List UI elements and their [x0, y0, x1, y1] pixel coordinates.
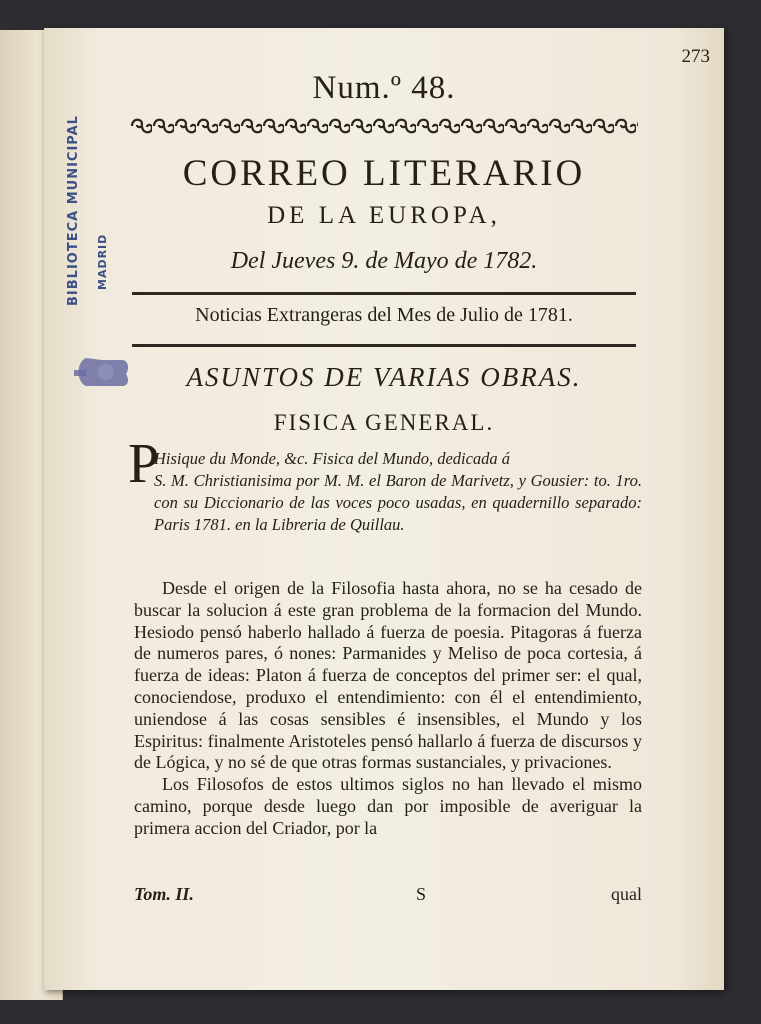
page-footer	[134, 884, 642, 908]
newspaper-subtitle: DE LA EUROPA,	[267, 202, 501, 229]
article-body	[134, 578, 642, 840]
catchword: qual	[611, 884, 642, 904]
issue-number: Num.º 48.	[312, 70, 456, 106]
paragraph: Desde el origen de la Filosofia hasta ahora, no se ha cesado de buscar la solucion á este gran problema de la formacion del Mundo. Hesiodo pensó haberlo hallado á fuerza de poesia. Pitagoras á fuerza de numeros pares, ó nones: Parmanides y Meliso de poca cortesia, á fuerza de ideas: Platon á fuerza de conceptos del primer ser: el qual, conociendose, produxo el entendimiento: con él el entendimiento, uniendose á las cosas sensibles é insensibles, el Mundo y los Espiritus: finalmente Aristoteles pensó hallarlo á fuerza de discursos y de Lógica, y no sé de que otras formas sustanciales, y privaciones.	[134, 578, 642, 773]
stamp-line-2: MADRID	[96, 233, 109, 290]
stamp-line-1: BIBLIOTECA MUNICIPAL	[66, 115, 81, 306]
divider-bottom	[132, 344, 636, 347]
section-title: ASUNTOS DE VARIAS OBRAS.	[186, 362, 582, 392]
volume-label: Tom. II.	[134, 884, 194, 904]
book-entry	[154, 448, 642, 536]
drop-cap: P	[128, 433, 160, 495]
signature-mark: S	[416, 884, 427, 904]
news-heading: Noticias Extrangeras del Mes de Julio de 1781.	[195, 304, 573, 326]
subject-heading: FISICA GENERAL.	[273, 410, 495, 435]
ornament-border-icon	[130, 114, 638, 138]
book-entry-rest: S. M. Christianisima por M. M. el Baron de Marivetz, y Gousier: to. 1ro. con su Diccionario de las voces poco usadas, en quadernillo separado: Paris 1781. en la Libreria de Quillau.	[154, 471, 642, 534]
newspaper-title: CORREO LITERARIO	[182, 153, 586, 194]
page-number: 273	[681, 46, 710, 67]
document-page	[44, 28, 724, 990]
issue-date: Del Jueves 9. de Mayo de 1782.	[230, 248, 538, 274]
book-entry-first-line: Hisique du Monde, &c. Fisica del Mundo, dedicada á	[154, 449, 511, 468]
paragraph: Los Filosofos de estos ultimos siglos no han llevado el mismo camino, porque desde luego dan por imposible de averiguar la primera accion del Criador, por la	[134, 774, 642, 838]
divider-top	[132, 292, 636, 295]
